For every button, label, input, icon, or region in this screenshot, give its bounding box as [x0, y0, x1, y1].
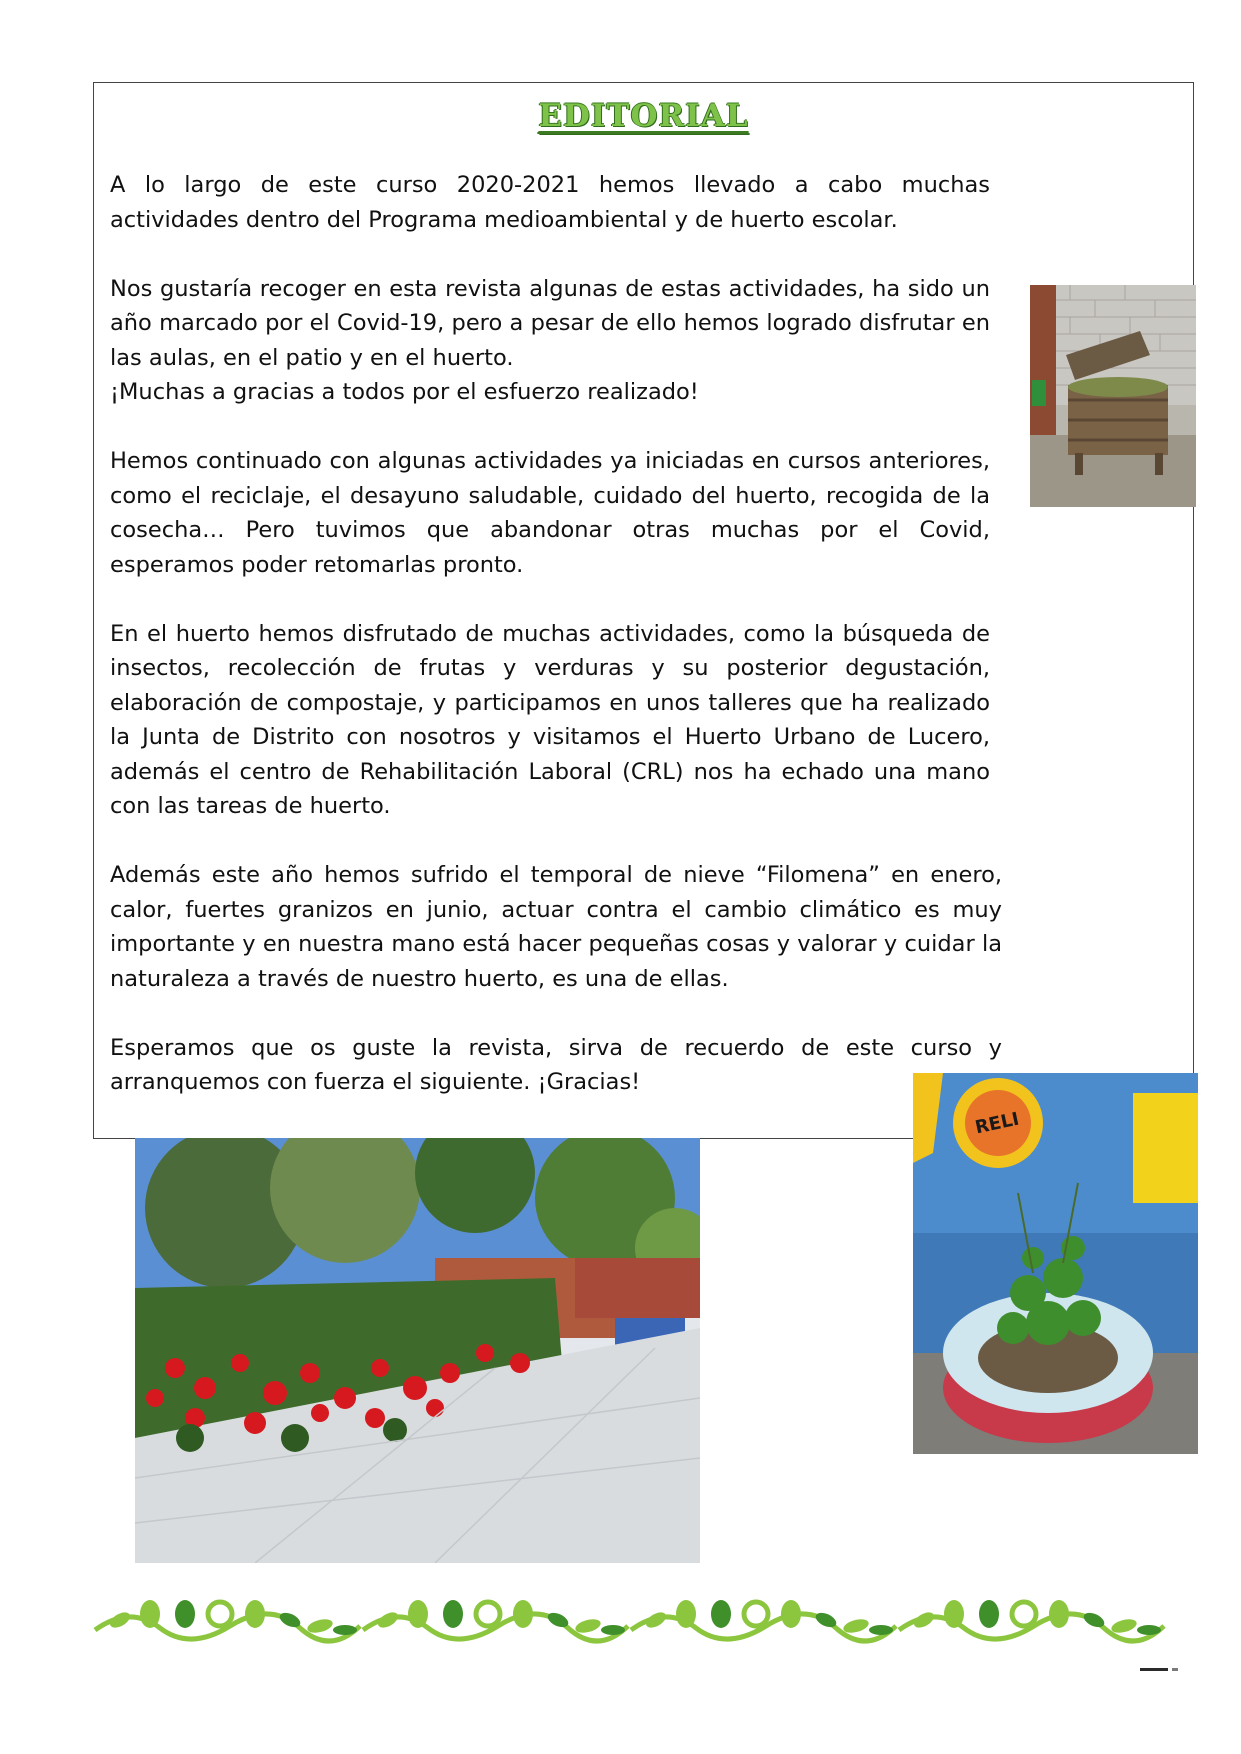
- paragraph-huerto: En el huerto hemos disfrutado de muchas actividades, como la búsqueda de insectos, recolección de frutas y verduras y su posterior degustación, elaboración de compostaje, y participamos en unos talleres que ha realizado la Junta de Distrito con nosotros y visitamos el Huerto Urbano de Lucero, además el centro de Rehabilitación Laboral (CRL) nos ha echado una mano con las tareas de huerto.: [110, 620, 990, 819]
- compost-bin-photo: [1030, 285, 1196, 507]
- paragraph-activities: Hemos continuado con algunas actividades ya iniciadas en cursos anteriores, como el reciclaje, el desayuno saludable, cuidado del huerto, recogida de la cosecha… Pero tuvimos que abandonar otras muchas por el Covid, esperamos poder retomarlas pronto.: [110, 448, 990, 578]
- garden-flowers-photo: [135, 1138, 700, 1563]
- paragraph-closing: Esperamos que os guste la revista, sirva de recuerdo de este curso y arranquemos con fuerza el siguiente. ¡Gracias!: [110, 1034, 1002, 1095]
- tire-planter-photo: [913, 1073, 1198, 1454]
- tire-painted-label: RELI: [973, 1108, 1022, 1139]
- corner-decoration: [1140, 1660, 1200, 1672]
- vine-border-decoration: [90, 1590, 1170, 1650]
- paragraph-intro: A lo largo de este curso 2020-2021 hemos llevado a cabo muchas actividades dentro del Programa medioambiental y de huerto escolar.: [110, 172, 990, 233]
- page-title: EDITORIAL: [538, 98, 749, 134]
- paragraph-covid: [110, 272, 990, 410]
- paragraph-thanks: ¡Muchas a gracias a todos por el esfuerzo realizado!: [110, 379, 699, 405]
- paragraph-climate: Además este año hemos sufrido el temporal de nieve “Filomena” en enero, calor, fuertes granizos en junio, actuar contra el cambio climático es muy importante y en nuestra mano está hacer pequeñas cosas y valorar y cuidar la naturaleza a través de nuestro huerto, es una de ellas.: [110, 862, 1002, 992]
- paragraph-covid-text: Nos gustaría recoger en esta revista algunas de estas actividades, ha sido un año marcado por el Covid-19, pero a pesar de ello hemos logrado disfrutar en las aulas, en el patio y en el huerto.: [110, 275, 990, 371]
- editorial-body: [110, 168, 1002, 1134]
